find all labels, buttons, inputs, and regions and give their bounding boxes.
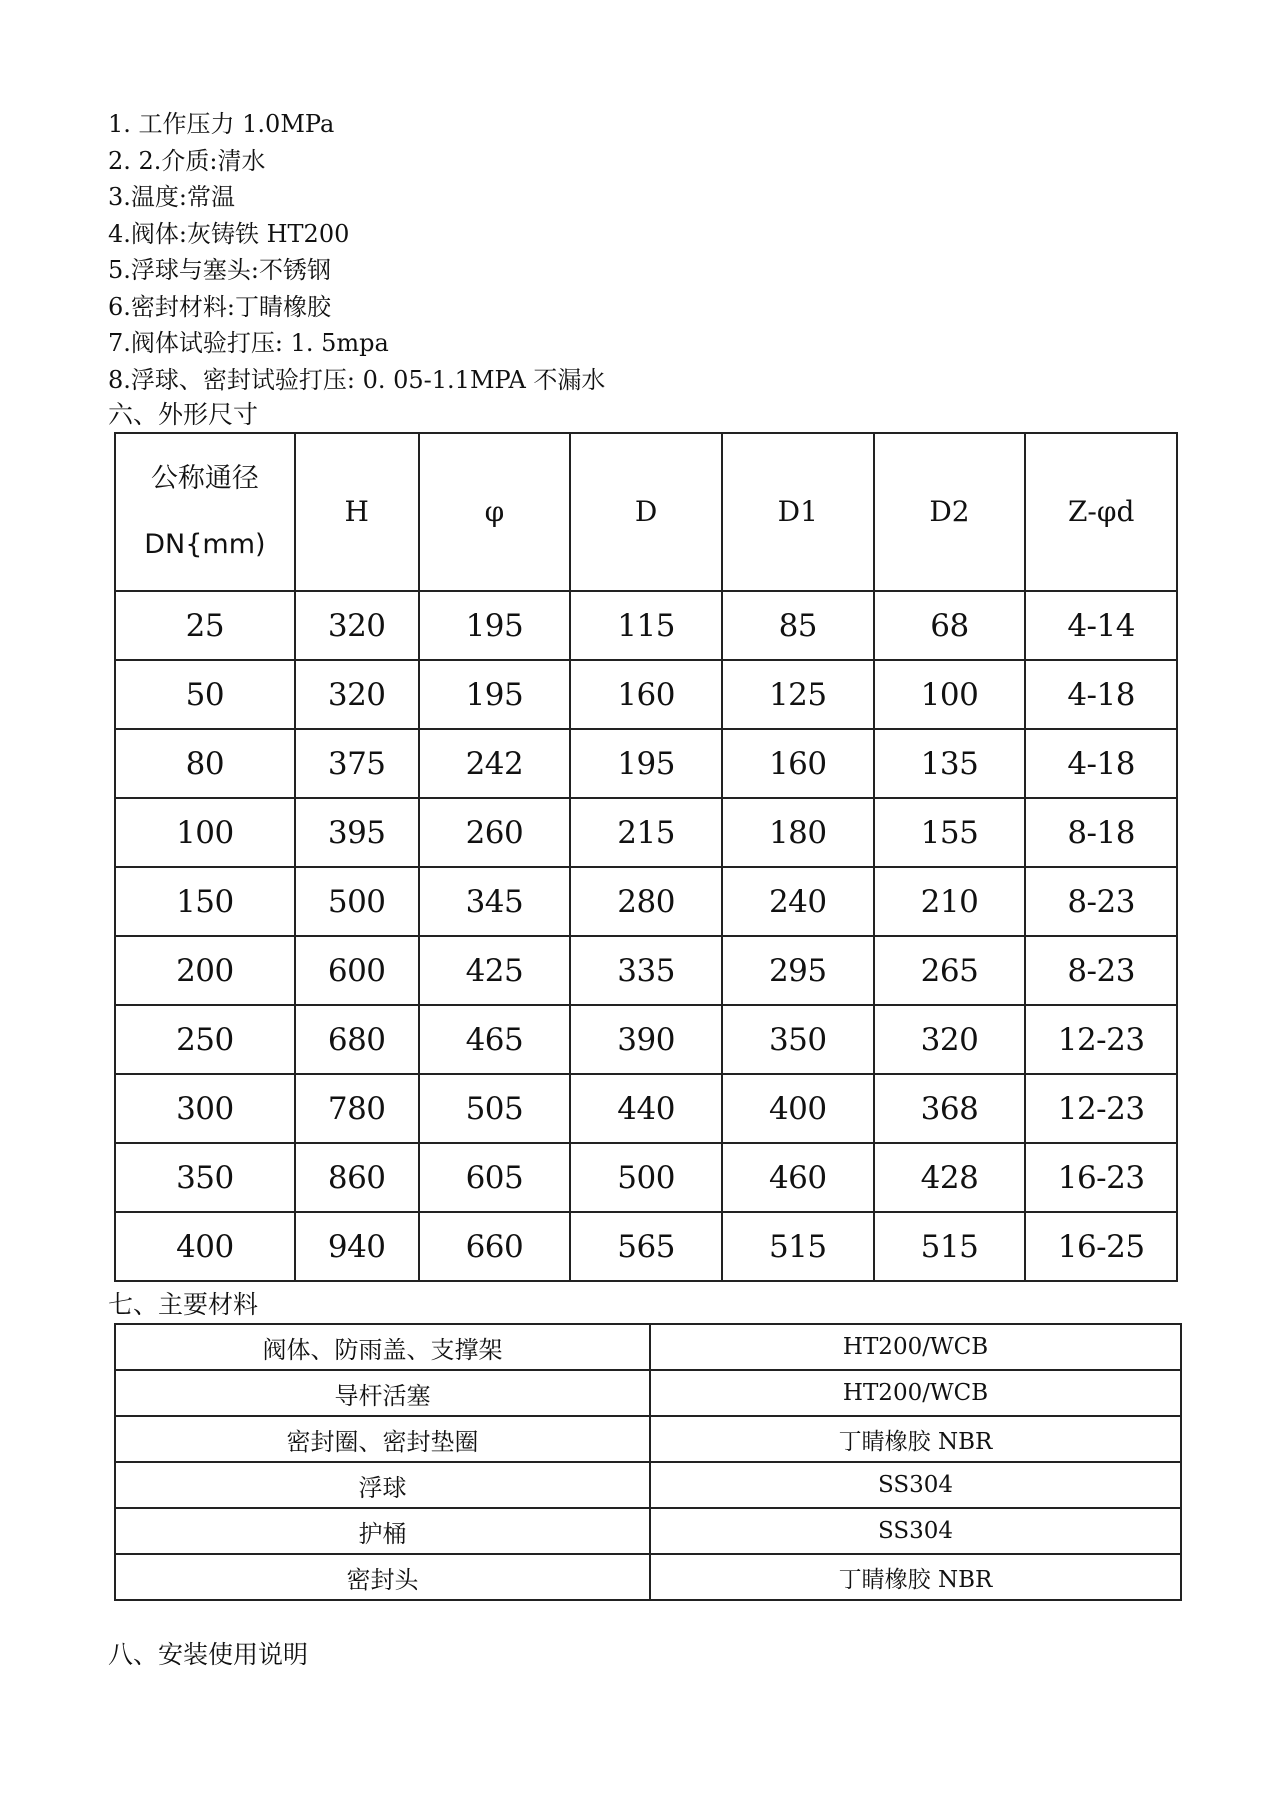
table-cell: 260 bbox=[419, 798, 571, 867]
material-spec: SS304 bbox=[650, 1508, 1181, 1554]
table-cell: 368 bbox=[874, 1074, 1026, 1143]
section-title-installation: 八、安装使用说明 bbox=[108, 1640, 309, 1669]
table-row bbox=[115, 1143, 1177, 1212]
table-cell: 210 bbox=[874, 867, 1026, 936]
table-row bbox=[115, 1554, 1181, 1600]
table-row bbox=[115, 729, 1177, 798]
table-cell: 195 bbox=[419, 660, 571, 729]
table-row bbox=[115, 867, 1177, 936]
header-cell: φ bbox=[419, 433, 571, 591]
header-dn bbox=[115, 433, 295, 591]
table-cell: 100 bbox=[115, 798, 295, 867]
dimensions-table bbox=[114, 432, 1178, 1282]
table-cell: 250 bbox=[115, 1005, 295, 1074]
table-cell: 515 bbox=[874, 1212, 1026, 1281]
table-row bbox=[115, 1370, 1181, 1416]
table-cell: 68 bbox=[874, 591, 1026, 660]
table-cell: 195 bbox=[419, 591, 571, 660]
table-row bbox=[115, 1324, 1181, 1370]
table-cell: 295 bbox=[722, 936, 874, 1005]
header-cell: D2 bbox=[874, 433, 1026, 591]
table-cell: 25 bbox=[115, 591, 295, 660]
section-title-dimensions: 六、外形尺寸 bbox=[108, 400, 259, 429]
table-cell: 12-23 bbox=[1025, 1074, 1177, 1143]
table-cell: 320 bbox=[295, 591, 419, 660]
table-row bbox=[115, 1212, 1177, 1281]
table-row bbox=[115, 1005, 1177, 1074]
table-cell: 215 bbox=[570, 798, 722, 867]
spec-item: 4.阀体:灰铸铁 HT200 bbox=[108, 219, 350, 248]
spec-item: 8.浮球、密封试验打压: 0. 05-1.1MPA 不漏水 bbox=[108, 365, 606, 394]
table-cell: 12-23 bbox=[1025, 1005, 1177, 1074]
material-spec: 丁睛橡胶 NBR bbox=[650, 1554, 1181, 1600]
material-spec: SS304 bbox=[650, 1462, 1181, 1508]
table-cell: 195 bbox=[570, 729, 722, 798]
spec-item: 7.阀体试验打压: 1. 5mpa bbox=[108, 329, 389, 357]
table-cell: 350 bbox=[115, 1143, 295, 1212]
material-spec: 丁睛橡胶 NBR bbox=[650, 1416, 1181, 1462]
table-cell: 80 bbox=[115, 729, 295, 798]
table-row bbox=[115, 1074, 1177, 1143]
table-cell: 460 bbox=[722, 1143, 874, 1212]
table-cell: 428 bbox=[874, 1143, 1026, 1212]
spec-item: 1. 工作压力 1.0MPa bbox=[108, 110, 335, 138]
table-cell: 500 bbox=[570, 1143, 722, 1212]
table-cell: 320 bbox=[874, 1005, 1026, 1074]
table-cell: 300 bbox=[115, 1074, 295, 1143]
table-cell: 860 bbox=[295, 1143, 419, 1212]
spec-item: 3.温度:常温 bbox=[108, 183, 235, 211]
material-part: 密封头 bbox=[115, 1554, 650, 1600]
material-part: 阀体、防雨盖、支撑架 bbox=[115, 1324, 650, 1370]
table-cell: 565 bbox=[570, 1212, 722, 1281]
table-cell: 660 bbox=[419, 1212, 571, 1281]
spec-item: 5.浮球与塞头:不锈钢 bbox=[108, 256, 331, 284]
table-row bbox=[115, 660, 1177, 729]
spec-item: 2. 2.介质:清水 bbox=[108, 146, 266, 175]
header-cell: D1 bbox=[722, 433, 874, 591]
table-cell: 50 bbox=[115, 660, 295, 729]
table-cell: 440 bbox=[570, 1074, 722, 1143]
table-cell: 335 bbox=[570, 936, 722, 1005]
table-cell: 100 bbox=[874, 660, 1026, 729]
table-cell: 242 bbox=[419, 729, 571, 798]
table-cell: 515 bbox=[722, 1212, 874, 1281]
table-cell: 375 bbox=[295, 729, 419, 798]
table-row bbox=[115, 591, 1177, 660]
table-cell: 500 bbox=[295, 867, 419, 936]
table-cell: 155 bbox=[874, 798, 1026, 867]
table-cell: 605 bbox=[419, 1143, 571, 1212]
header-cell: H bbox=[295, 433, 419, 591]
table-cell: 465 bbox=[419, 1005, 571, 1074]
table-cell: 400 bbox=[722, 1074, 874, 1143]
table-cell: 4-18 bbox=[1025, 660, 1177, 729]
spec-list bbox=[108, 106, 605, 398]
table-cell: 400 bbox=[115, 1212, 295, 1281]
table-cell: 8-23 bbox=[1025, 867, 1177, 936]
table-cell: 395 bbox=[295, 798, 419, 867]
section-title-materials: 七、主要材料 bbox=[108, 1290, 259, 1319]
table-cell: 390 bbox=[570, 1005, 722, 1074]
material-spec: HT200/WCB bbox=[650, 1324, 1181, 1370]
table-cell: 8-23 bbox=[1025, 936, 1177, 1005]
table-row bbox=[115, 1508, 1181, 1554]
table-cell: 600 bbox=[295, 936, 419, 1005]
table-row bbox=[115, 1416, 1181, 1462]
header-cell: Z-φd bbox=[1025, 433, 1177, 591]
header-cell: D bbox=[570, 433, 722, 591]
table-cell: 125 bbox=[722, 660, 874, 729]
table-cell: 280 bbox=[570, 867, 722, 936]
dimensions-header-row bbox=[115, 433, 1177, 591]
material-part: 护桶 bbox=[115, 1508, 650, 1554]
table-cell: 8-18 bbox=[1025, 798, 1177, 867]
table-cell: 115 bbox=[570, 591, 722, 660]
table-cell: 16-23 bbox=[1025, 1143, 1177, 1212]
table-cell: 780 bbox=[295, 1074, 419, 1143]
table-cell: 180 bbox=[722, 798, 874, 867]
table-cell: 150 bbox=[115, 867, 295, 936]
table-cell: 4-14 bbox=[1025, 591, 1177, 660]
table-row bbox=[115, 936, 1177, 1005]
table-cell: 940 bbox=[295, 1212, 419, 1281]
table-cell: 160 bbox=[570, 660, 722, 729]
table-cell: 345 bbox=[419, 867, 571, 936]
spec-item: 6.密封材料:丁睛橡胶 bbox=[108, 292, 331, 321]
table-cell: 85 bbox=[722, 591, 874, 660]
table-cell: 16-25 bbox=[1025, 1212, 1177, 1281]
material-part: 导杆活塞 bbox=[115, 1370, 650, 1416]
material-part: 浮球 bbox=[115, 1462, 650, 1508]
table-cell: 240 bbox=[722, 867, 874, 936]
header-dn-unit: DN{mm) bbox=[144, 529, 266, 560]
table-cell: 680 bbox=[295, 1005, 419, 1074]
table-cell: 320 bbox=[295, 660, 419, 729]
table-cell: 200 bbox=[115, 936, 295, 1005]
table-cell: 425 bbox=[419, 936, 571, 1005]
table-cell: 350 bbox=[722, 1005, 874, 1074]
table-row bbox=[115, 798, 1177, 867]
table-cell: 160 bbox=[722, 729, 874, 798]
table-row bbox=[115, 1462, 1181, 1508]
table-cell: 4-18 bbox=[1025, 729, 1177, 798]
table-cell: 135 bbox=[874, 729, 1026, 798]
material-spec: HT200/WCB bbox=[650, 1370, 1181, 1416]
table-cell: 505 bbox=[419, 1074, 571, 1143]
table-cell: 265 bbox=[874, 936, 1026, 1005]
materials-table bbox=[114, 1323, 1182, 1601]
material-part: 密封圈、密封垫圈 bbox=[115, 1416, 650, 1462]
header-dn-label: 公称通径 bbox=[150, 463, 259, 494]
